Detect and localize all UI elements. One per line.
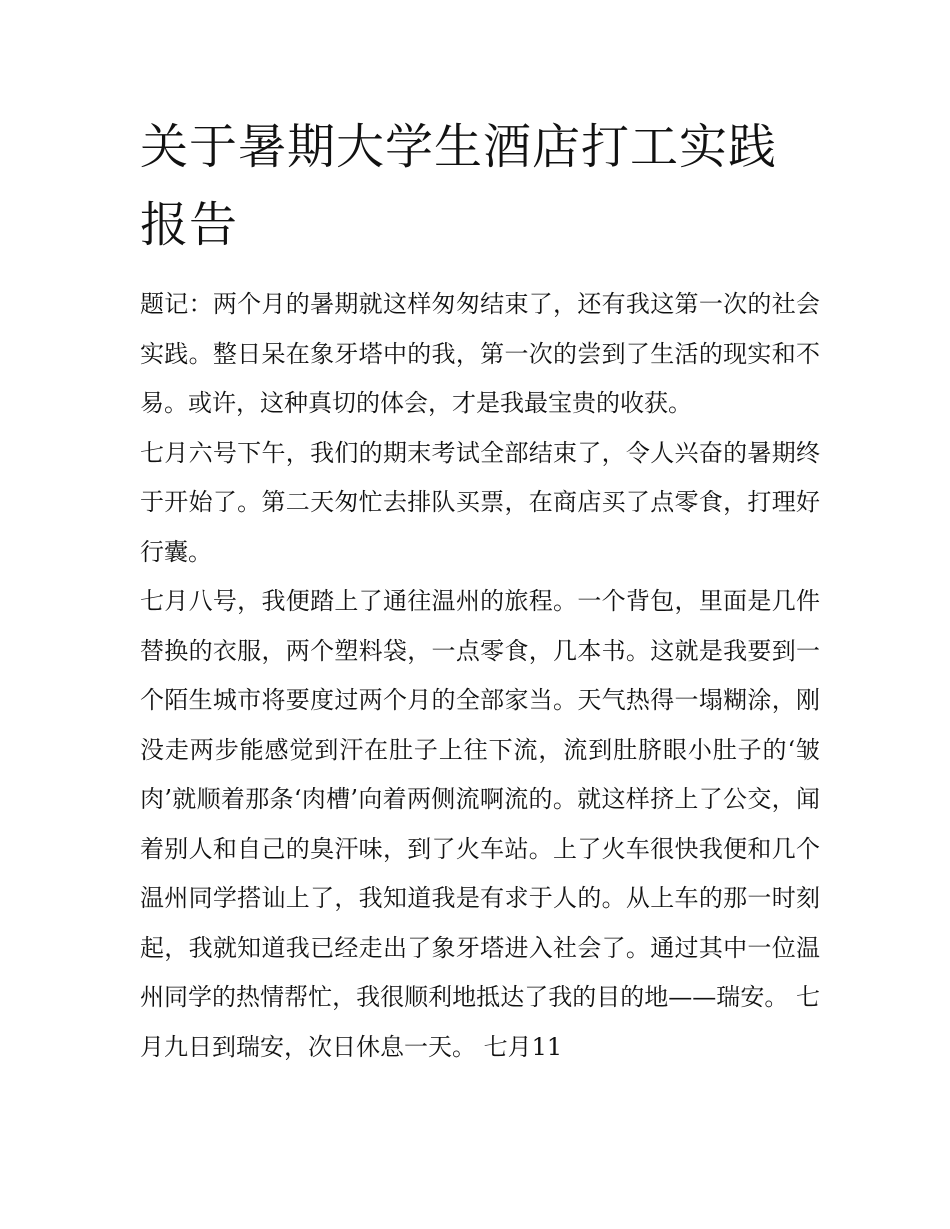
paragraph-foreword: 题记：两个月的暑期就这样匆匆结束了，还有我这第一次的社会实践。整日呆在象牙塔中的我，第一次的尝到了生活的现实和不易。或许，这种真切的体会，才是我最宝贵的收获。 bbox=[140, 290, 820, 417]
document-page bbox=[140, 108, 820, 1072]
paragraph-july-eighth: 七月八号，我便踏上了通往温州的旅程。一个背包，里面是几件替换的衣服，两个塑料袋，一点零食，几本书。这就是我要到一个陌生城市将要度过两个月的全部家当。天气热得一塌糊涂，刚没走两步能感觉到汗在肚子上往下流，流到肚脐眼小肚子的‘皱肉’就顺着那条‘肉槽’向着两侧流啊流的。就这样挤上了公交，闻着别人和自己的臭汗味，到了火车站。上了火车很快我便和几个温州同学搭讪上了，我知道我是有求于人的。从上车的那一时刻起，我就知道我已经走出了象牙塔进入社会了。通过其中一位温州同学的热情帮忙，我很顺利地抵达了我的目的地——瑞安。 七月九日到瑞安，次日休息一天。 七月11 bbox=[140, 587, 820, 1061]
paragraph-july-sixth: 七月六号下午，我们的期末考试全部结束了，令人兴奋的暑期终于开始了。第二天匆忙去排队买票，在商店买了点零食，打理好行囊。 bbox=[140, 438, 820, 566]
document-title: 关于暑期大学生酒店打工实践报告 bbox=[140, 119, 778, 253]
